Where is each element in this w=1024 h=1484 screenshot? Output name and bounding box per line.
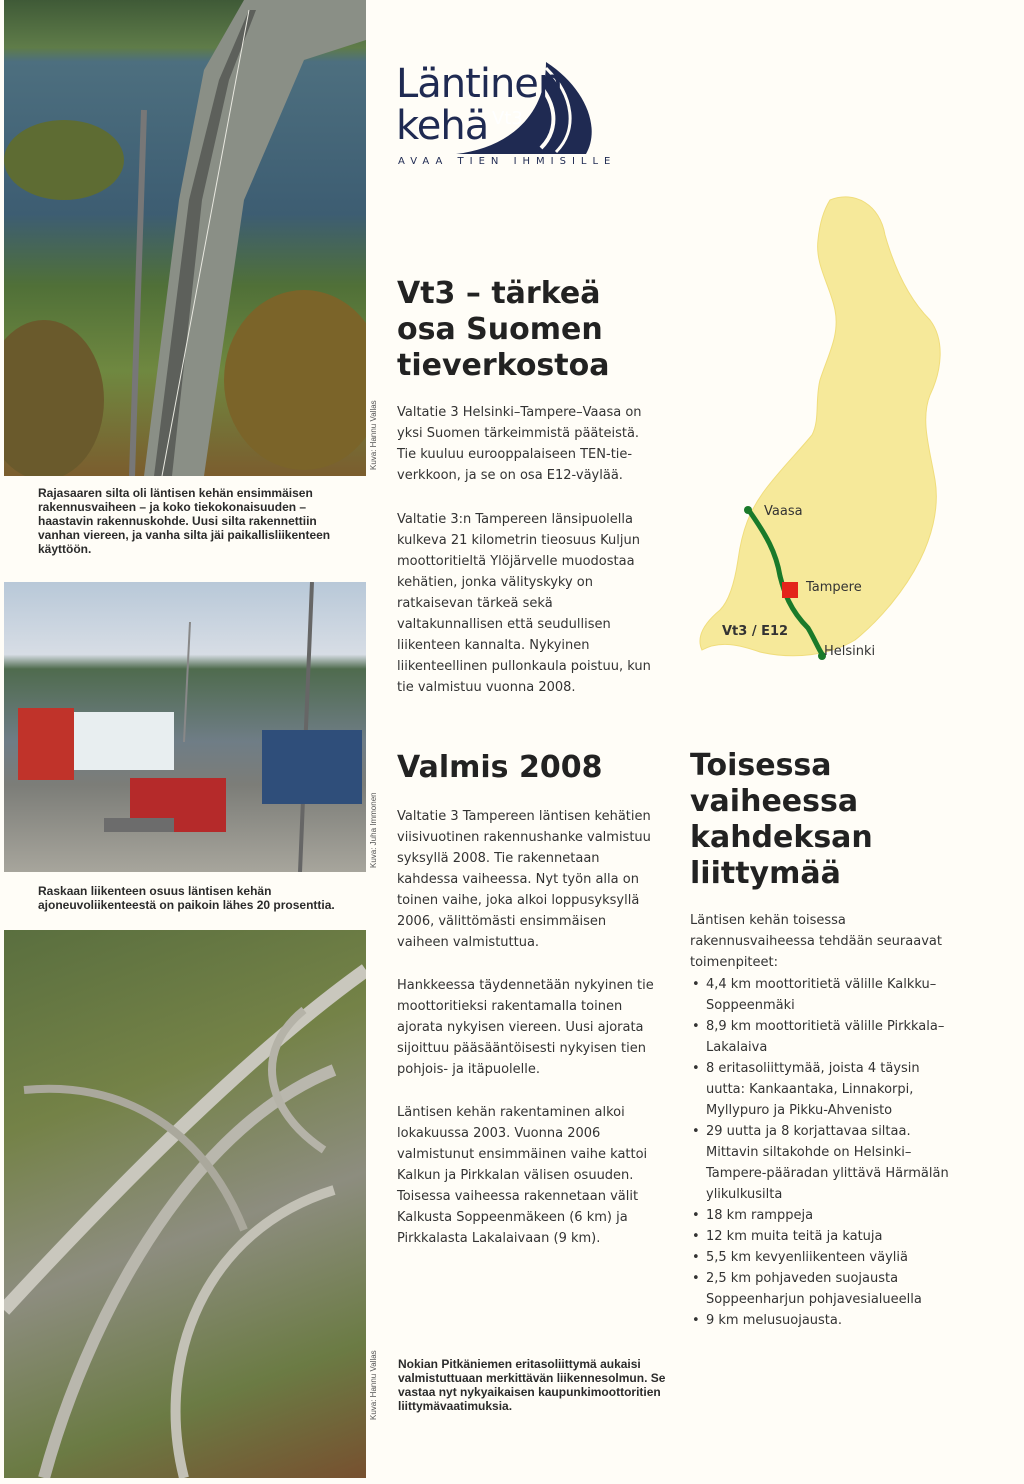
- section3-title-line4: liittymää: [690, 856, 841, 891]
- logo-badge: Vt3: [492, 108, 523, 129]
- section2-paragraph2: Hankkeessa täydennetään nykyinen tie moottoritieksi rakentamalla toinen ajorata nykyisen viereen. Uusi ajorata sijoittuu pääsääntöisesti nykyisen tien pohjois- ja itäpuolelle.: [397, 978, 654, 1077]
- photo-credit-1: Kuva: Hannu Vallas: [369, 400, 378, 470]
- list-item: • 12 km muita teitä ja katuja: [690, 1226, 955, 1247]
- photo-credit-3: Kuva: Hannu Vallas: [369, 1350, 378, 1420]
- section2-paragraph1: Valtatie 3 Tampereen läntisen kehätien viisivuotinen rakennushanke valmistuu syksyllä 2008. Tie rakennetaan kahdessa vaiheessa. Nyt työn alla on toinen vaihe, joka alkoi loppusyksyllä 2006, välittömästi ensimmäisen vaiheen valmistuttua.: [397, 809, 651, 950]
- list-item: • 18 km ramppeja: [690, 1205, 955, 1226]
- list-item: • 2,5 km pohjaveden suojausta Soppeenharjun pohjavesialueella: [690, 1268, 955, 1310]
- section3-intro: Läntisen kehän toisessa rakennusvaiheessa tehdään seuraavat toimenpiteet:: [690, 913, 942, 970]
- section1-title-line2: osa Suomen: [397, 312, 603, 347]
- section1-paragraph2: Valtatie 3:n Tampereen länsipuolella kulkeva 21 kilometrin tieosuus Kuljun moottoritieltä Ylöjärvelle muodostaa kehätien, jonka välityskyky on ratkaisevan tärkeä sekä valtakunnallisen että seudullisen liikenteen kannalta. Nykyinen liikenteellinen pullonkaula poistuu, kun tie valmistuu vuonna 2008.: [397, 512, 651, 695]
- list-item: • 9 km melusuojausta.: [690, 1310, 955, 1331]
- interchange-photo-illustration: [4, 930, 366, 1478]
- photo-caption-1: Rajasaaren silta oli läntisen kehän ensimmäisen rakennusvaiheen – ja koko tiekokonaisuuden – haastavin rakennuskohde. Uusi silta rakennettiin vanhan viereen, ja vanha silta jäi paikallisliikenteen käyttöön.: [38, 486, 331, 556]
- list-item: • 4,4 km moottoritietä välille Kalkku–Soppeenmäki: [690, 974, 955, 1016]
- list-item: • 29 uutta ja 8 korjattavaa siltaa. Mittavin siltakohde on Helsinki–Tampere-pääradan ylittävä Härmälän ylikulkusilta: [690, 1121, 955, 1205]
- logo-tagline: AVAA TIEN IHMISILLE: [398, 156, 617, 167]
- photo-credit-2: Kuva: Juha Immonen: [369, 792, 378, 868]
- section3-title-line2: vaiheessa: [690, 784, 859, 819]
- map-label-tampere: Tampere: [806, 580, 862, 595]
- photo-caption-3: Nokian Pitkäniemen eritasoliittymä aukaisi valmistuttuaan merkittävän liikennesolmun. Se vastaa nyt nykyaikaisen kaupunkimoottoritien liittymävaatimuksia.: [398, 1357, 666, 1413]
- list-item: • 5,5 km kevyenliikenteen väyliä: [690, 1247, 955, 1268]
- section1-title-line3: tieverkostoa: [397, 348, 610, 383]
- photo-trucks: [4, 582, 366, 872]
- logo-line2: kehä: [396, 103, 489, 149]
- photo-pitkaniemi-interchange: [4, 930, 366, 1478]
- section1-title-line1: Vt3 – tärkeä: [397, 276, 601, 311]
- logo-line1: Läntinen: [396, 61, 563, 107]
- map-label-road: Vt3 / E12: [722, 624, 789, 639]
- section3-list: [690, 974, 955, 1331]
- list-item: • 8,9 km moottoritietä välille Pirkkala–Lakalaiva: [690, 1016, 955, 1058]
- section2-title: Valmis 2008: [397, 750, 603, 785]
- map-label-helsinki: Helsinki: [824, 644, 876, 659]
- photo-rajasaari-bridge: [4, 0, 366, 476]
- section3-title: [690, 748, 873, 892]
- bridge-photo-illustration: [4, 0, 366, 476]
- section1-title: [397, 276, 609, 384]
- trucks-photo-illustration: [4, 582, 366, 872]
- section1-paragraph1: Valtatie 3 Helsinki–Tampere–Vaasa on yksi Suomen tärkeimmistä pääteistä. Tie kuuluu eurooppalaiseen TEN-tie-verkkoon, ja se on osa E12-väylää.: [397, 405, 642, 483]
- finland-map: [680, 190, 1010, 670]
- photo-caption-2: Raskaan liikenteen osuus läntisen kehän ajoneuvoliikenteestä on paikoin lähes 20 prosenttia.: [38, 884, 335, 912]
- section3-title-line3: kahdeksan: [690, 820, 873, 855]
- finland-map-shape: [680, 190, 1010, 670]
- section3-title-line1: Toisessa: [690, 748, 832, 783]
- map-label-vaasa: Vaasa: [764, 504, 803, 519]
- section2-paragraph3: Läntisen kehän rakentaminen alkoi lokakuussa 2003. Vuonna 2006 valmistunut ensimmäinen vaihe kattoi Kalkun ja Pirkkalan välisen osuuden. Toisessa vaiheessa rakennetaan välit Kalkusta Soppeenmäkeen (6 km) ja Pirkkalasta Lakalaivaan (9 km).: [397, 1105, 648, 1246]
- list-item: • 8 eritasoliittymää, joista 4 täysin uutta: Kankaantaka, Linnakorpi, Myllypuro ja Pikku-Ahvenisto: [690, 1058, 955, 1121]
